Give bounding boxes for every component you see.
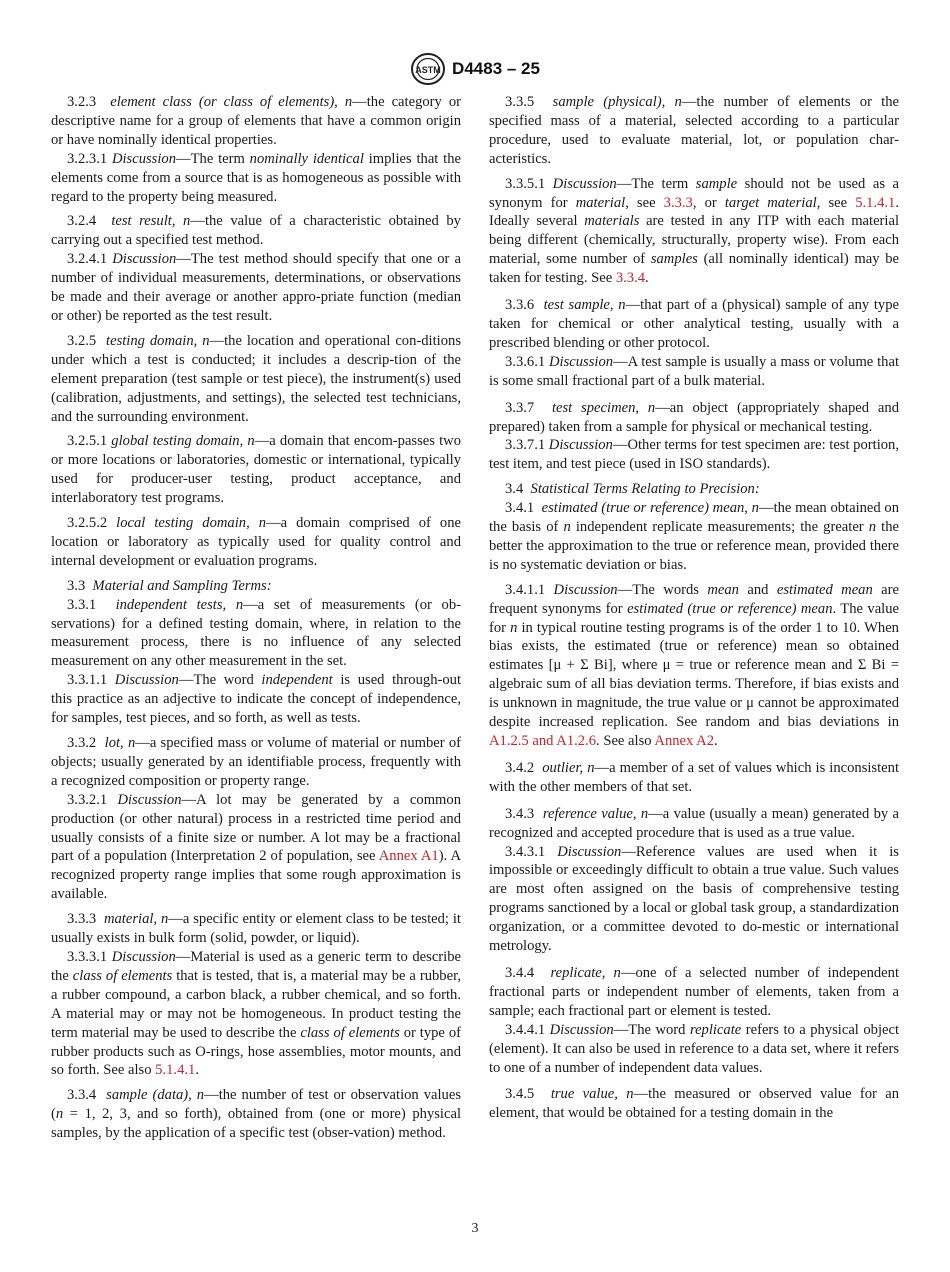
definition-3-3-1: 3.3.1 independent tests, n—a set of measurements (or ob-servations) for a defined testing domain, where, in relation to the measurement process, there is no influence of any selected measurement on any other measurement in the set. <box>51 596 462 670</box>
discussion-3-3-2-1: 3.3.2.1 Discussion—A lot may be generated by a common production (or other natural) process in a restricted time period and usually consists of a finite size or number. A lot may be a fractional part of a population (Interpretation 2 of population, see Annex A1). A recognized property range implies that some rough approximation is available. <box>51 791 462 903</box>
section-heading-3-3: 3.3 Material and Sampling Terms: <box>67 577 272 594</box>
definition-3-4-3: 3.4.3 reference value, n—a value (usually a mean) generated by a recognized and accepted procedure that is used as a true value. <box>489 805 900 841</box>
definition-3-3-3: 3.3.3 material, n—a specific entity or element class to be tested; it usually exists in bulk form (solid, powder, or liquid). <box>51 911 461 947</box>
right-column <box>489 93 899 1123</box>
definition-3-4-5: 3.4.5 true value, n—the measured or observed value for an element, that would be obtained for a testing domain in the <box>489 1086 900 1122</box>
definition-3-3-6: 3.3.6 test sample, n—that part of a (physical) sample of any type taken for chemical or other analytical testing, usually with a prescribed blending or other protocol. <box>489 297 900 351</box>
discussion-3-3-7-1: 3.3.7.1 Discussion—Other terms for test specimen are: test portion, test item, and test piece (used in ISO standards). <box>489 437 899 473</box>
definition-3-4-1: 3.4.1 estimated (true or reference) mean, n—the mean obtained on the basis of n independent replicate measurements; the greater n the better the approximation to the true or reference mean, provided there is no systematic deviation or bias. <box>489 500 900 573</box>
document-designation: D4483 – 25 <box>452 59 540 78</box>
definition-3-4-2: 3.4.2 outlier, n—a member of a set of values which is inconsistent with the other members of that set. <box>489 759 899 795</box>
definition-3-2-3: 3.2.3 element class (or class of elements), n—the category or descriptive name for a group of elements that have a common origin or have nominally identical properties. <box>51 94 461 148</box>
definition-3-3-7: 3.3.7 test specimen, n—an object (appropriately shaped and prepared) taken from a sample for physical or mechanical testing. <box>489 399 899 435</box>
discussion-3-3-6-1: 3.3.6.1 Discussion—A test sample is usually a mass or volume that is some small fractional part of a bulk material. <box>489 353 899 389</box>
section-3-3-4-link[interactable]: 3.3.4 <box>615 270 646 287</box>
section-3-3-3-link[interactable]: 3.3.3 <box>663 194 693 211</box>
annex-a1-link[interactable]: Annex A1 <box>378 848 439 865</box>
definition-3-2-5-1: 3.2.5.1 global testing domain, n—a domain that encom-passes two or more locations or laboratories, domestic or international, typically used for producer-user testing, product acceptance, and interlaboratory test programs. <box>51 433 461 507</box>
section-5-1-4-1-link[interactable]: 5.1.4.1 <box>855 194 896 211</box>
page-header <box>0 52 950 86</box>
definition-3-3-2: 3.3.2 lot, n—a specified mass or volume of material or number of objects; usually generated by an identifiable process, frequently with a recognized composition or property range. <box>51 735 462 789</box>
page-number: 3 <box>471 1221 479 1236</box>
discussion-3-4-1-1: 3.4.1.1 Discussion—The words mean and estimated mean are frequent synonyms for estimated (true or reference) mean. The value for n in typical routine testing programs is of the order 1 to 10. When bias exists, the estimated (true or reference) mean so obtained estimates [μ + Σ Bi], where μ = true or reference mean and Σ Bi = algebraic sum of all bias deviation terms. Therefore, if bias exists and is unknown in magnitude, the true value or μ cannot be approximated despite increased replication. See random and bias deviations in A1.2.5 and A1.2.6. See also Annex A2. <box>489 581 900 749</box>
discussion-3-3-1-1: 3.3.1.1 Discussion—The word independent is used through-out this practice as an adjective to indicate the concept of independence, for samples, test pieces, and so forth, as well as tests. <box>51 672 462 727</box>
section-heading-3-4: 3.4 Statistical Terms Relating to Precision: <box>505 481 760 498</box>
discussion-3-2-3-1: 3.2.3.1 Discussion—The term nominally identical implies that the elements come from a source that is as homogeneous as possible with regard to the property being measured. <box>51 150 461 205</box>
discussion-3-4-3-1: 3.4.3.1 Discussion—Reference values are used when it is impossible or exceedingly difficult to obtain a true value. Such values are most often assigned on the basis of comprehensive testing programs sanctioned by a local or global task group, a standardization organization, or a committee devoted to do-mestic or international metrology. <box>489 843 899 955</box>
discussion-3-2-4-1: 3.2.4.1 Discussion—The test method should specify that one or a number of individual measurements, determinations, or observations be made and their average or another appro-priate function (median or other) be reported as the test result. <box>51 251 461 324</box>
definition-3-3-5: 3.3.5 sample (physical), n—the number of elements or the specified mass of a material, selected according to a particular procedure, used to evaluate material, lot, or population char-acteristics. <box>489 94 899 167</box>
annex-a2-link[interactable]: Annex A2 <box>654 733 714 749</box>
definition-3-2-5-2: 3.2.5.2 local testing domain, n—a domain comprised of one location or laboratory as typically used for quality control and internal development or evaluation programs. <box>51 515 461 569</box>
astm-logo-icon <box>410 52 446 86</box>
section-5-1-4-1-link[interactable]: 5.1.4.1 <box>155 1062 196 1079</box>
discussion-3-4-4-1: 3.4.4.1 Discussion—The word replicate refers to a physical object (element). It can also be used in reference to a data set, where it refers to one of a number of independent data values. <box>489 1021 900 1076</box>
discussion-3-3-5-1: 3.3.5.1 Discussion—The term sample should not be used as a synonym for material, see 3.3.3, or target material, see 5.1.4.1. Ideally several materials are tested in any ITP with each material being different (chemically, structurally, property wise). From each material, some number of samples (all nominally identical) may be taken for testing. See 3.3.4. <box>489 175 900 287</box>
definition-3-2-4: 3.2.4 test result, n—the value of a characteristic obtained by carrying out a specified test method. <box>51 213 461 249</box>
definition-3-2-5: 3.2.5 testing domain, n—the location and operational con-ditions under which a test is conducted; it includes a descrip-tion of the element preparation (test sample or test piece), the instrument(s) used (calibration, adjustments, and settings), the selected test technicians, and the surrounding environment. <box>51 332 461 425</box>
definition-3-3-4: 3.3.4 sample (data), n—the number of test or observation values (n = 1, 2, 3, and so forth), obtained from (one or more) physical samples, by the application of a specific test (obser-vation) method. <box>51 1087 461 1142</box>
svg-text:ASTM: ASTM <box>415 65 441 75</box>
definition-3-4-4: 3.4.4 replicate, n—one of a selected number of independent fractional parts or independent number of elements, taken from a sample; each fractional part or element is tested. <box>489 964 899 1019</box>
discussion-3-3-3-1: 3.3.3.1 Discussion—Material is used as a generic term to describe the class of elements that is tested, that is, a material may be a rubber, a rubber compound, a carbon black, a rubber chemical, and so forth. A material may or may not be homogeneous. In product testing the term material may be used to describe the class of elements or type of rubber products such as O-rings, hose assemblies, motor mounts, and so forth. See also 5.1.4.1. <box>51 948 461 1079</box>
left-column <box>51 93 461 1143</box>
annex-a1-2-5-link[interactable]: A1.2.5 and A1.2.6 <box>489 733 597 749</box>
